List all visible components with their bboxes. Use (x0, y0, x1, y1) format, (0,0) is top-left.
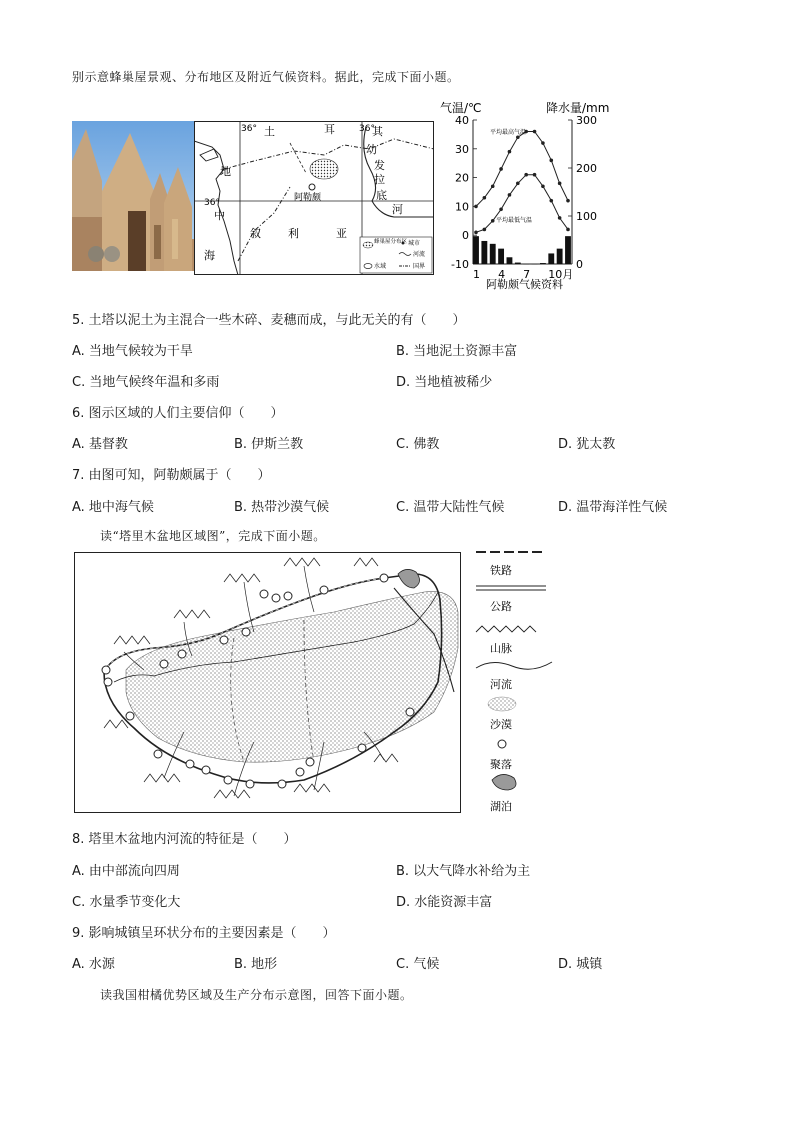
max-temp-point (483, 196, 487, 200)
q8-option-a[interactable]: A. 由中部流向四周 (72, 864, 180, 879)
q7-option-d[interactable]: D. 温带海洋性气候 (558, 500, 668, 515)
q9-option-a[interactable]: A. 水源 (72, 957, 115, 972)
legend-river: 河流 (490, 678, 512, 691)
x-tick-label: 7 (523, 268, 531, 281)
question-7-stem: 7. 由图可知，阿勒颇属于（ ） (72, 468, 271, 483)
min-temp-point (474, 231, 478, 235)
left-tick-label: -10 (451, 258, 469, 271)
tarim-basin-map (74, 552, 462, 814)
chart-caption: 阿勒颇气候资料 (486, 278, 563, 291)
left-tick-label: 0 (462, 229, 469, 243)
precip-bar (481, 241, 487, 264)
left-tick-label: 40 (455, 114, 469, 127)
label-ya: 亚 (336, 227, 347, 240)
left-tick-label: 30 (455, 142, 469, 156)
max-temp-point (499, 167, 503, 171)
label-you: 幼 (366, 143, 377, 156)
label-zhong: 中 (214, 209, 225, 222)
max-temp-point (533, 130, 537, 134)
max-temp-point (566, 199, 570, 203)
precip-bar (523, 264, 529, 265)
right-tick-label: 200 (576, 162, 597, 175)
precip-bar (540, 263, 546, 264)
q5-option-a[interactable]: A. 当地气候较为干旱 (72, 344, 193, 359)
legend-desert-symbol (488, 697, 516, 711)
q6-option-d[interactable]: D. 犹太教 (558, 437, 616, 452)
q9-option-d[interactable]: D. 城镇 (558, 957, 603, 972)
q9-option-b[interactable]: B. 地形 (234, 957, 278, 972)
label-fa: 发 (374, 159, 385, 172)
q6-option-a[interactable]: A. 基督教 (72, 437, 128, 452)
precip-bar (565, 236, 571, 264)
min-temp-point (541, 184, 545, 188)
aleppo-city-marker (309, 184, 315, 190)
label-di: 地 (220, 165, 231, 178)
label-tu: 土 (264, 125, 275, 138)
min-temp-point (508, 193, 512, 197)
label-xu: 叙 (250, 227, 261, 240)
precip-bar (498, 249, 504, 264)
q5-option-b[interactable]: B. 当地泥土资源丰富 (396, 344, 518, 359)
max-temp-point (516, 135, 520, 139)
q5-option-c[interactable]: C. 当地气候终年温和多雨 (72, 375, 220, 390)
q7-option-b[interactable]: B. 热带沙漠气候 (234, 500, 330, 515)
legend-river-symbol (476, 662, 552, 669)
intro-text-1: 别示意蜂巢屋景观、分布地区及附近气候资料。据此，完成下面小题。 (72, 70, 460, 84)
left-tick-label: 20 (455, 171, 469, 185)
legend-settlement: 聚落 (490, 758, 512, 771)
legend-border: 国界 (413, 263, 426, 270)
legend-desert: 沙漠 (490, 718, 512, 731)
label-he: 河 (392, 203, 403, 216)
min-temp-point (566, 228, 570, 232)
label-la: 拉 (374, 173, 385, 186)
max-temp-point (558, 182, 562, 186)
legend-beehive: 蜂巢屋分布区 (374, 239, 408, 245)
label-er: 耳 (324, 123, 335, 136)
right-tick-label: 0 (576, 258, 583, 271)
beehive-distribution-area (310, 159, 338, 179)
q8-option-c[interactable]: C. 水量季节变化大 (72, 895, 181, 910)
min-temp-point (491, 219, 495, 223)
q8-option-d[interactable]: D. 水能资源丰富 (396, 895, 493, 910)
label-li: 利 (288, 227, 299, 240)
precip-bar (507, 257, 513, 264)
lat-label-top-2: 36° (359, 124, 375, 134)
precip-axis-label: 降水量/mm (546, 101, 610, 115)
x-tick-label: 1 (473, 268, 480, 281)
q7-option-c[interactable]: C. 温带大陆性气候 (396, 500, 505, 515)
legend-mountain-symbol (476, 626, 536, 632)
city-label: 阿勒颇 (294, 193, 322, 203)
right-tick-label: 300 (576, 114, 597, 127)
precip-bar (515, 263, 521, 264)
q5-option-d[interactable]: D. 当地植被稀少 (396, 375, 493, 390)
x-tick-label: 10月 (548, 268, 574, 281)
legend-road: 公路 (490, 600, 512, 613)
min-temp-point (516, 182, 520, 186)
question-5-stem: 5. 土塔以泥土为主混合一些木碎、麦穗而成，与此无关的有（ ） (72, 313, 466, 328)
min-temp-point (533, 173, 537, 177)
q8-option-b[interactable]: B. 以大气降水补给为主 (396, 864, 531, 879)
legend-railway: 铁路 (490, 564, 512, 577)
precip-bar (490, 244, 496, 264)
max-temp-point (474, 205, 478, 209)
max-temp-point (508, 150, 512, 154)
max-temp-line (476, 132, 568, 207)
min-temp-label: 平均最低气温 (496, 217, 533, 224)
max-temp-label: 平均最高气温 (490, 129, 527, 136)
beehive-house-photo (72, 121, 194, 271)
x-tick-label: 4 (498, 268, 506, 281)
aleppo-region-map (194, 121, 434, 275)
label-di-river: 底 (376, 189, 387, 202)
map2-legend (472, 548, 556, 816)
intro-text-2: 读“塔里木盆地区域图”，完成下面小题。 (100, 529, 326, 543)
q9-option-c[interactable]: C. 气候 (396, 957, 440, 972)
legend-river: 河流 (413, 251, 426, 258)
legend-lake: 湖泊 (490, 800, 512, 813)
max-temp-point (549, 159, 553, 163)
legend-settlement-symbol (498, 740, 506, 748)
legend-lake-symbol (492, 774, 516, 790)
question-8-stem: 8. 塔里木盆地内河流的特征是（ ） (72, 832, 297, 847)
legend-city: 城市 (408, 240, 421, 247)
question-6-stem: 6. 图示区域的人们主要信仰（ ） (72, 406, 284, 421)
label-hai: 海 (204, 249, 215, 262)
q6-option-b[interactable]: B. 伊斯兰教 (234, 437, 304, 452)
min-temp-point (499, 207, 503, 211)
min-temp-point (549, 199, 553, 203)
legend-mountain: 山脉 (490, 642, 512, 655)
q6-option-c[interactable]: C. 佛教 (396, 437, 440, 452)
intro-text-3: 读我国柑橘优势区域及生产分布示意图，回答下面小题。 (100, 988, 413, 1002)
question-9-stem: 9. 影响城镇呈环状分布的主要因素是（ ） (72, 926, 336, 941)
min-temp-point (558, 216, 562, 220)
min-temp-point (524, 173, 528, 177)
lat-label-top: 36° (241, 124, 257, 134)
precip-bar (548, 253, 554, 264)
precip-bar (557, 249, 563, 264)
lat-label-left: 36° (204, 198, 220, 208)
left-tick-label: 10 (455, 200, 469, 214)
min-temp-point (483, 228, 487, 232)
right-tick-label: 100 (576, 210, 597, 223)
max-temp-point (541, 141, 545, 145)
label-qi: 其 (372, 125, 383, 138)
legend-water: 水域 (374, 263, 387, 270)
precip-bar (473, 236, 479, 264)
max-temp-point (491, 184, 495, 188)
aleppo-climate-chart (436, 98, 622, 294)
q7-option-a[interactable]: A. 地中海气候 (72, 500, 154, 515)
temp-axis-label: 气温/℃ (440, 101, 482, 115)
precip-bar (532, 264, 538, 265)
